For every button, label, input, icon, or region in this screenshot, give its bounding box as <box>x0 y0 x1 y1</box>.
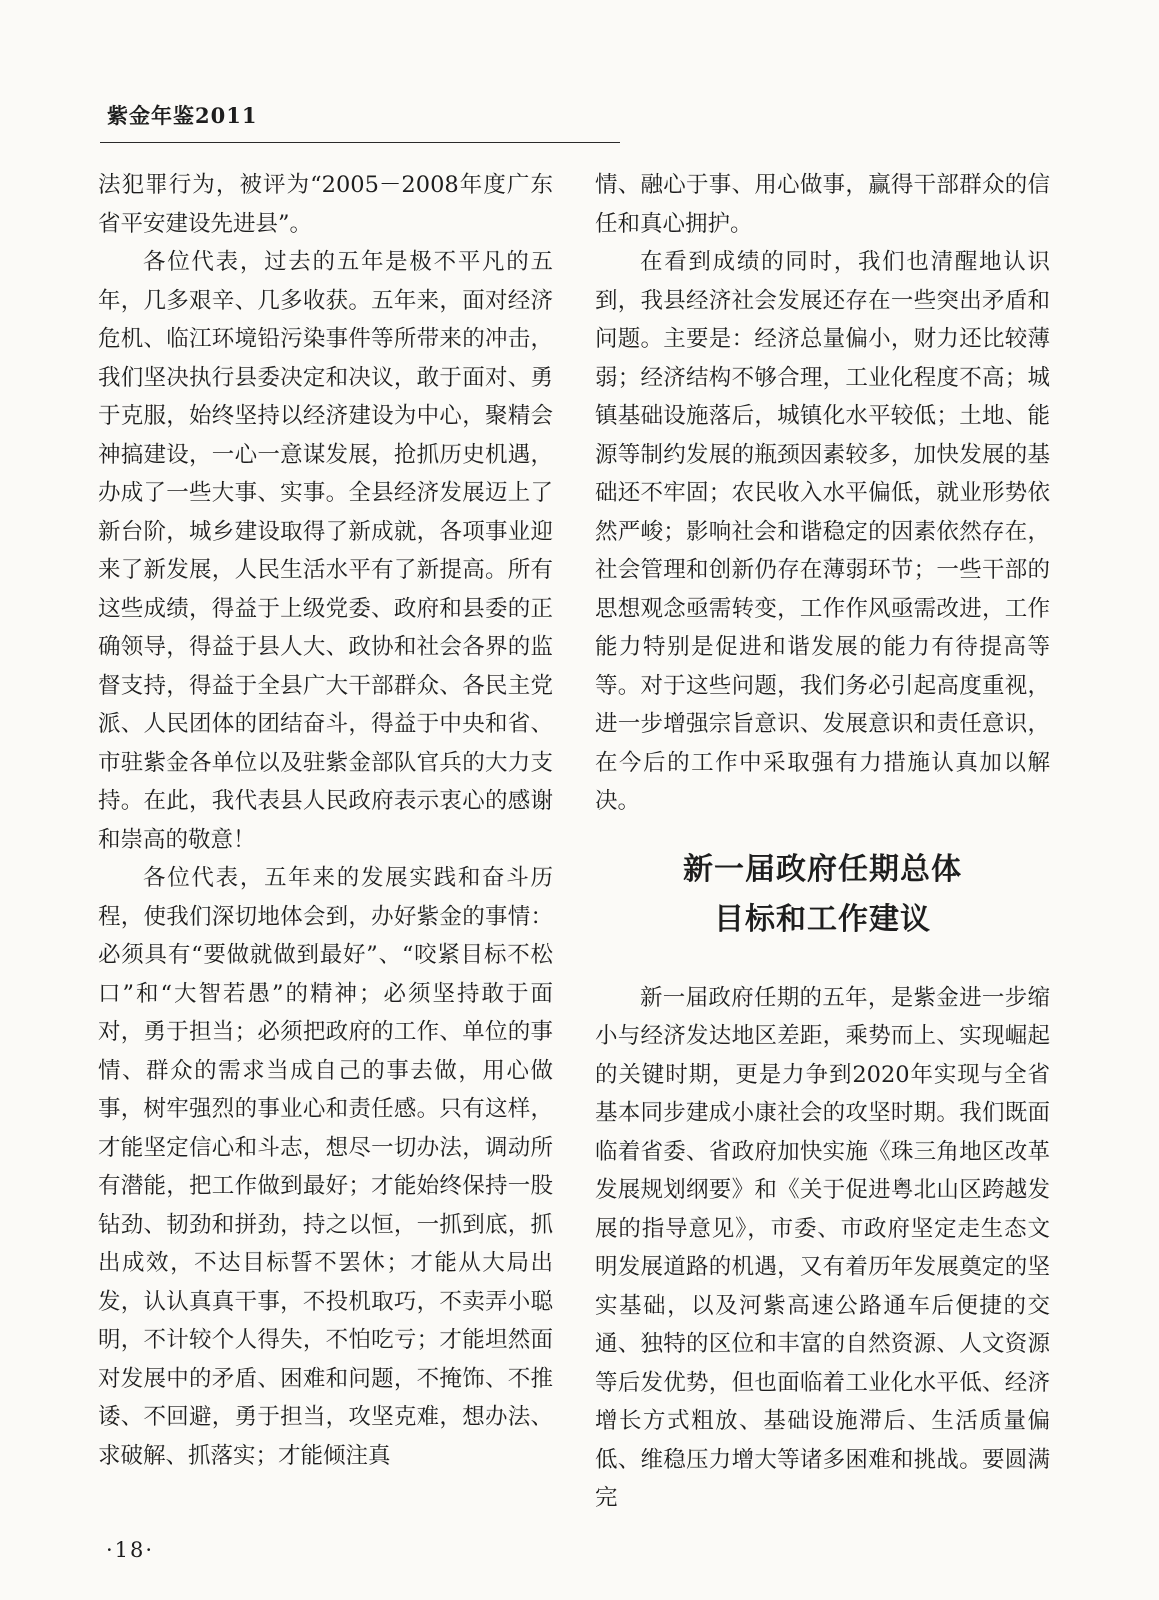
right-paragraph-1: 情、融心于事、用心做事，赢得干部群众的信任和真心拥护。 <box>595 172 1050 237</box>
section-heading-line-1: 新一届政府任期总体 <box>683 851 962 887</box>
left-paragraph-2: 各位代表，过去的五年是极不平凡的五年，几多艰辛、几多收获。五年来，面对经济危机、临江环境铅污染事件等所带来的冲击，我们坚决执行县委决定和决议，敢于面对、勇于克服，始终坚持以经济建设为中心，聚精会神搞建设，一心一意谋发展，抢抓历史机遇，办成了一些大事、实事。全县经济发展迈上了新台阶，城乡建设取得了新成就，各项事业迎来了新发展，人民生活水平有了新提高。所有这些成绩，得益于上级党委、政府和县委的正确领导，得益于县人大、政协和社会各界的监督支持，得益于全县广大干部群众、各民主党派、人民团体的团结奋斗，得益于中央和省、市驻紫金各单位以及驻紫金部队官兵的大力支持。在此，我代表县人民政府表示衷心的感谢和崇高的敬意！ <box>98 249 553 853</box>
section-heading-line-2: 目标和工作建议 <box>714 901 931 937</box>
left-paragraph-1: 法犯罪行为，被评为“2005－2008年度广东省平安建设先进县”。 <box>98 172 553 237</box>
left-column <box>98 166 553 1475</box>
left-paragraph-3: 各位代表，五年来的发展实践和奋斗历程，使我们深切地体会到，办好紫金的事情：必须具有“要做就做到最好”、“咬紧目标不松口”和“大智若愚”的精神；必须坚持敢于面对，勇于担当；必须把政府的工作、单位的事情、群众的需求当成自己的事去做，用心做事，树牢强烈的事业心和责任感。只有这样，才能坚定信心和斗志，想尽一切办法，调动所有潜能，把工作做到最好；才能始终保持一股钻劲、韧劲和拼劲，持之以恒，一抓到底，抓出成效，不达目标誓不罢休；才能从大局出发，认认真真干事，不投机取巧，不卖弄小聪明，不计较个人得失，不怕吃亏；才能坦然面对发展中的矛盾、困难和问题，不掩饰、不推诿、不回避，勇于担当，攻坚克难，想办法、求破解、抓落实；才能倾注真 <box>98 865 553 1469</box>
page-number: ·18· <box>106 1538 155 1562</box>
right-paragraph-2: 在看到成绩的同时，我们也清醒地认识到，我县经济社会发展还存在一些突出矛盾和问题。主要是：经济总量偏小，财力还比较薄弱；经济结构不够合理，工业化程度不高；城镇基础设施落后，城镇化水平较低；土地、能源等制约发展的瓶颈因素较多，加快发展的基础还不牢固；农民收入水平偏低，就业形势依然严峻；影响社会和谐稳定的因素依然存在，社会管理和创新仍存在薄弱环节；一些干部的思想观念亟需转变，工作作风亟需改进，工作能力特别是促进和谐发展的能力有待提高等等。对于这些问题，我们务必引起高度重视，进一步增强宗旨意识、发展意识和责任意识，在今后的工作中采取强有力措施认真加以解决。 <box>595 249 1050 814</box>
header-rule <box>100 142 620 143</box>
right-paragraph-3: 新一届政府任期的五年，是紫金进一步缩小与经济发达地区差距，乘势而上、实现崛起的关键时期，更是力争到2020年实现与全省基本同步建成小康社会的攻坚时期。我们既面临着省委、省政府加快实施《珠三角地区改革发展规划纲要》和《关于促进粤北山区跨越发展的指导意见》，市委、市政府坚定走生态文明发展道路的机遇，又有着历年发展奠定的坚实基础，以及河紫高速公路通车后便捷的交通、独特的区位和丰富的自然资源、人文资源等后发优势，但也面临着工业化水平低、经济增长方式粗放、基础设施滞后、生活质量偏低、维稳压力增大等诸多困难和挑战。要圆满完 <box>595 984 1050 1511</box>
right-column <box>595 166 1050 1518</box>
section-heading <box>595 845 1050 945</box>
running-head: 紫金年鉴2011 <box>107 103 258 128</box>
